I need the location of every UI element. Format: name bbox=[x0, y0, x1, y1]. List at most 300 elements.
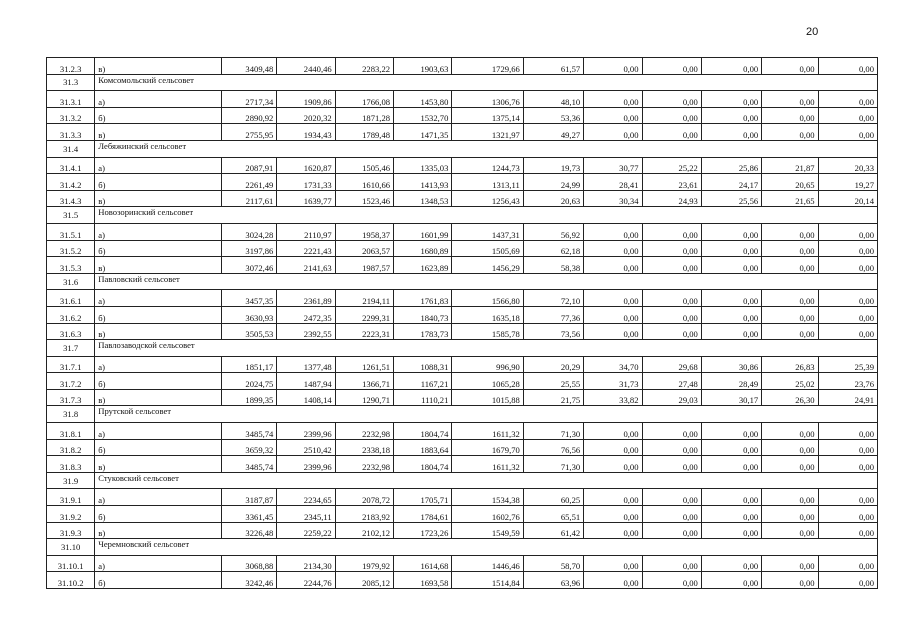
value-cell: 63,96 bbox=[523, 572, 583, 589]
value-cell: 0,00 bbox=[818, 489, 877, 506]
value-cell: 1958,37 bbox=[335, 223, 393, 240]
table-row bbox=[47, 58, 878, 75]
value-cell: 3072,46 bbox=[222, 257, 277, 274]
value-cell: 0,00 bbox=[762, 257, 818, 274]
section-row bbox=[47, 539, 878, 556]
value-cell: 2085,12 bbox=[335, 572, 393, 589]
value-cell: 0,00 bbox=[584, 306, 642, 323]
value-cell: 2063,57 bbox=[335, 240, 393, 257]
section-title: Павлозаводской сельсовет bbox=[95, 340, 878, 357]
table-row bbox=[47, 157, 878, 174]
value-cell: 0,00 bbox=[818, 124, 877, 141]
value-cell: 2399,96 bbox=[277, 456, 335, 473]
section-code: 31.4 bbox=[47, 140, 95, 157]
table-row bbox=[47, 124, 878, 141]
table-row bbox=[47, 489, 878, 506]
value-cell: 2117,61 bbox=[222, 190, 277, 207]
value-cell: 58,70 bbox=[523, 555, 583, 572]
value-cell: 1566,80 bbox=[452, 290, 523, 307]
value-cell: 23,76 bbox=[818, 373, 877, 390]
row-code: 31.4.1 bbox=[47, 157, 95, 174]
value-cell: 62,18 bbox=[523, 240, 583, 257]
value-cell: 1804,74 bbox=[394, 456, 452, 473]
value-cell: 2223,31 bbox=[335, 323, 393, 340]
value-cell: 3409,48 bbox=[222, 58, 277, 75]
value-cell: 0,00 bbox=[642, 257, 701, 274]
table-row bbox=[47, 240, 878, 257]
value-cell: 3197,86 bbox=[222, 240, 277, 257]
value-cell: 0,00 bbox=[818, 456, 877, 473]
section-code: 31.3 bbox=[47, 74, 95, 91]
value-cell: 2183,92 bbox=[335, 506, 393, 523]
value-cell: 0,00 bbox=[584, 439, 642, 456]
value-cell: 0,00 bbox=[584, 240, 642, 257]
table-row bbox=[47, 323, 878, 340]
value-cell: 0,00 bbox=[818, 323, 877, 340]
value-cell: 24,17 bbox=[701, 174, 761, 191]
value-cell: 20,14 bbox=[818, 190, 877, 207]
row-code: 31.10.1 bbox=[47, 555, 95, 572]
value-cell: 0,00 bbox=[584, 555, 642, 572]
value-cell: 1348,53 bbox=[394, 190, 452, 207]
section-title: Лебяжинский сельсовет bbox=[95, 140, 878, 157]
value-cell: 1471,35 bbox=[394, 124, 452, 141]
value-cell: 2078,72 bbox=[335, 489, 393, 506]
row-variant: а) bbox=[95, 157, 222, 174]
value-cell: 0,00 bbox=[642, 58, 701, 75]
value-cell: 3485,74 bbox=[222, 456, 277, 473]
value-cell: 2299,31 bbox=[335, 306, 393, 323]
value-cell: 1514,84 bbox=[452, 572, 523, 589]
value-cell: 24,99 bbox=[523, 174, 583, 191]
value-cell: 2141,63 bbox=[277, 257, 335, 274]
value-cell: 0,00 bbox=[701, 323, 761, 340]
value-cell: 0,00 bbox=[762, 58, 818, 75]
value-cell: 1456,29 bbox=[452, 257, 523, 274]
value-cell: 1784,61 bbox=[394, 506, 452, 523]
value-cell: 25,39 bbox=[818, 356, 877, 373]
value-cell: 1244,73 bbox=[452, 157, 523, 174]
value-cell: 0,00 bbox=[701, 489, 761, 506]
value-cell: 30,17 bbox=[701, 389, 761, 406]
row-variant: а) bbox=[95, 290, 222, 307]
value-cell: 1167,21 bbox=[394, 373, 452, 390]
value-cell: 0,00 bbox=[701, 223, 761, 240]
value-cell: 2717,34 bbox=[222, 91, 277, 108]
row-variant: б) bbox=[95, 373, 222, 390]
value-cell: 0,00 bbox=[642, 91, 701, 108]
row-variant: в) bbox=[95, 58, 222, 75]
row-variant: б) bbox=[95, 174, 222, 191]
row-code: 31.8.2 bbox=[47, 439, 95, 456]
value-cell: 0,00 bbox=[762, 91, 818, 108]
table-row bbox=[47, 522, 878, 539]
value-cell: 3024,28 bbox=[222, 223, 277, 240]
row-variant: в) bbox=[95, 124, 222, 141]
row-variant: б) bbox=[95, 572, 222, 589]
value-cell: 0,00 bbox=[701, 306, 761, 323]
value-cell: 0,00 bbox=[701, 91, 761, 108]
value-cell: 1532,70 bbox=[394, 107, 452, 124]
value-cell: 0,00 bbox=[642, 439, 701, 456]
value-cell: 0,00 bbox=[701, 107, 761, 124]
value-cell: 72,10 bbox=[523, 290, 583, 307]
value-cell: 1523,46 bbox=[335, 190, 393, 207]
value-cell: 0,00 bbox=[818, 423, 877, 440]
value-cell: 1602,76 bbox=[452, 506, 523, 523]
value-cell: 1413,93 bbox=[394, 174, 452, 191]
value-cell: 0,00 bbox=[642, 240, 701, 257]
value-cell: 1731,33 bbox=[277, 174, 335, 191]
value-cell: 0,00 bbox=[762, 506, 818, 523]
row-code: 31.2.3 bbox=[47, 58, 95, 75]
value-cell: 1987,57 bbox=[335, 257, 393, 274]
value-cell: 0,00 bbox=[584, 223, 642, 240]
row-code: 31.3.2 bbox=[47, 107, 95, 124]
value-cell: 3630,93 bbox=[222, 306, 277, 323]
value-cell: 0,00 bbox=[762, 572, 818, 589]
value-cell: 21,75 bbox=[523, 389, 583, 406]
value-cell: 2110,97 bbox=[277, 223, 335, 240]
value-cell: 61,42 bbox=[523, 522, 583, 539]
row-code: 31.3.1 bbox=[47, 91, 95, 108]
value-cell: 0,00 bbox=[642, 522, 701, 539]
value-cell: 1321,97 bbox=[452, 124, 523, 141]
section-row bbox=[47, 472, 878, 489]
value-cell: 24,91 bbox=[818, 389, 877, 406]
row-code: 31.3.3 bbox=[47, 124, 95, 141]
value-cell: 30,77 bbox=[584, 157, 642, 174]
value-cell: 2345,11 bbox=[277, 506, 335, 523]
value-cell: 1883,64 bbox=[394, 439, 452, 456]
value-cell: 3485,74 bbox=[222, 423, 277, 440]
value-cell: 1620,87 bbox=[277, 157, 335, 174]
value-cell: 0,00 bbox=[818, 522, 877, 539]
value-cell: 25,02 bbox=[762, 373, 818, 390]
value-cell: 0,00 bbox=[762, 456, 818, 473]
value-cell: 2283,22 bbox=[335, 58, 393, 75]
row-code: 31.5.1 bbox=[47, 223, 95, 240]
value-cell: 0,00 bbox=[762, 423, 818, 440]
value-cell: 1015,88 bbox=[452, 389, 523, 406]
table-row bbox=[47, 456, 878, 473]
value-cell: 0,00 bbox=[584, 290, 642, 307]
value-cell: 2087,91 bbox=[222, 157, 277, 174]
section-title: Прутской сельсовет bbox=[95, 406, 878, 423]
value-cell: 0,00 bbox=[584, 107, 642, 124]
value-cell: 1611,32 bbox=[452, 456, 523, 473]
value-cell: 1623,89 bbox=[394, 257, 452, 274]
value-cell: 0,00 bbox=[762, 306, 818, 323]
table-row bbox=[47, 572, 878, 589]
value-cell: 0,00 bbox=[584, 489, 642, 506]
section-row bbox=[47, 406, 878, 423]
value-cell: 1611,32 bbox=[452, 423, 523, 440]
value-cell: 0,00 bbox=[818, 306, 877, 323]
value-cell: 1446,46 bbox=[452, 555, 523, 572]
table-row bbox=[47, 389, 878, 406]
value-cell: 3505,53 bbox=[222, 323, 277, 340]
value-cell: 1110,21 bbox=[394, 389, 452, 406]
table-row bbox=[47, 290, 878, 307]
value-cell: 1729,66 bbox=[452, 58, 523, 75]
value-cell: 0,00 bbox=[818, 290, 877, 307]
row-code: 31.7.2 bbox=[47, 373, 95, 390]
value-cell: 1366,71 bbox=[335, 373, 393, 390]
value-cell: 0,00 bbox=[818, 506, 877, 523]
value-cell: 0,00 bbox=[701, 124, 761, 141]
value-cell: 1549,59 bbox=[452, 522, 523, 539]
table-row bbox=[47, 555, 878, 572]
value-cell: 0,00 bbox=[642, 506, 701, 523]
value-cell: 21,87 bbox=[762, 157, 818, 174]
value-cell: 1693,58 bbox=[394, 572, 452, 589]
value-cell: 1453,80 bbox=[394, 91, 452, 108]
row-variant: в) bbox=[95, 257, 222, 274]
value-cell: 49,27 bbox=[523, 124, 583, 141]
value-cell: 2510,42 bbox=[277, 439, 335, 456]
value-cell: 2234,65 bbox=[277, 489, 335, 506]
value-cell: 0,00 bbox=[762, 323, 818, 340]
table-row bbox=[47, 423, 878, 440]
section-row bbox=[47, 340, 878, 357]
value-cell: 0,00 bbox=[584, 58, 642, 75]
value-cell: 3187,87 bbox=[222, 489, 277, 506]
value-cell: 0,00 bbox=[642, 456, 701, 473]
value-cell: 0,00 bbox=[642, 323, 701, 340]
value-cell: 26,30 bbox=[762, 389, 818, 406]
value-cell: 23,61 bbox=[642, 174, 701, 191]
section-code: 31.7 bbox=[47, 340, 95, 357]
row-variant: в) bbox=[95, 190, 222, 207]
value-cell: 0,00 bbox=[818, 439, 877, 456]
value-cell: 1377,48 bbox=[277, 356, 335, 373]
value-cell: 3659,32 bbox=[222, 439, 277, 456]
value-cell: 0,00 bbox=[818, 572, 877, 589]
tariff-table bbox=[46, 57, 878, 589]
value-cell: 20,33 bbox=[818, 157, 877, 174]
value-cell: 33,82 bbox=[584, 389, 642, 406]
value-cell: 0,00 bbox=[642, 223, 701, 240]
value-cell: 0,00 bbox=[701, 423, 761, 440]
value-cell: 0,00 bbox=[762, 555, 818, 572]
value-cell: 0,00 bbox=[642, 290, 701, 307]
value-cell: 0,00 bbox=[762, 522, 818, 539]
row-code: 31.5.3 bbox=[47, 257, 95, 274]
value-cell: 0,00 bbox=[584, 91, 642, 108]
value-cell: 0,00 bbox=[762, 223, 818, 240]
section-row bbox=[47, 207, 878, 224]
value-cell: 0,00 bbox=[762, 439, 818, 456]
value-cell: 3226,48 bbox=[222, 522, 277, 539]
section-code: 31.5 bbox=[47, 207, 95, 224]
section-title: Комсомольский сельсовет bbox=[95, 74, 878, 91]
value-cell: 1614,68 bbox=[394, 555, 452, 572]
value-cell: 20,63 bbox=[523, 190, 583, 207]
value-cell: 1903,63 bbox=[394, 58, 452, 75]
table-row bbox=[47, 439, 878, 456]
row-code: 31.6.3 bbox=[47, 323, 95, 340]
value-cell: 2259,22 bbox=[277, 522, 335, 539]
value-cell: 24,93 bbox=[642, 190, 701, 207]
value-cell: 1261,51 bbox=[335, 356, 393, 373]
value-cell: 31,73 bbox=[584, 373, 642, 390]
value-cell: 0,00 bbox=[701, 439, 761, 456]
value-cell: 1635,18 bbox=[452, 306, 523, 323]
value-cell: 71,30 bbox=[523, 456, 583, 473]
value-cell: 28,49 bbox=[701, 373, 761, 390]
value-cell: 3068,88 bbox=[222, 555, 277, 572]
table-row bbox=[47, 506, 878, 523]
row-code: 31.8.3 bbox=[47, 456, 95, 473]
value-cell: 1871,28 bbox=[335, 107, 393, 124]
value-cell: 77,36 bbox=[523, 306, 583, 323]
section-code: 31.8 bbox=[47, 406, 95, 423]
value-cell: 2399,96 bbox=[277, 423, 335, 440]
value-cell: 1408,14 bbox=[277, 389, 335, 406]
value-cell: 58,38 bbox=[523, 257, 583, 274]
value-cell: 56,92 bbox=[523, 223, 583, 240]
value-cell: 0,00 bbox=[701, 506, 761, 523]
value-cell: 1601,99 bbox=[394, 223, 452, 240]
row-code: 31.9.2 bbox=[47, 506, 95, 523]
value-cell: 1789,48 bbox=[335, 124, 393, 141]
value-cell: 2361,89 bbox=[277, 290, 335, 307]
value-cell: 2261,49 bbox=[222, 174, 277, 191]
table-body bbox=[47, 58, 878, 589]
value-cell: 19,27 bbox=[818, 174, 877, 191]
value-cell: 1761,83 bbox=[394, 290, 452, 307]
table-row bbox=[47, 306, 878, 323]
table-row bbox=[47, 356, 878, 373]
value-cell: 2472,35 bbox=[277, 306, 335, 323]
value-cell: 19,73 bbox=[523, 157, 583, 174]
value-cell: 20,29 bbox=[523, 356, 583, 373]
row-code: 31.4.3 bbox=[47, 190, 95, 207]
value-cell: 0,00 bbox=[642, 306, 701, 323]
value-cell: 34,70 bbox=[584, 356, 642, 373]
value-cell: 73,56 bbox=[523, 323, 583, 340]
row-code: 31.5.2 bbox=[47, 240, 95, 257]
row-variant: б) bbox=[95, 107, 222, 124]
row-variant: б) bbox=[95, 240, 222, 257]
value-cell: 0,00 bbox=[642, 572, 701, 589]
value-cell: 0,00 bbox=[701, 456, 761, 473]
table-row bbox=[47, 190, 878, 207]
value-cell: 1505,46 bbox=[335, 157, 393, 174]
table-row bbox=[47, 257, 878, 274]
value-cell: 2020,32 bbox=[277, 107, 335, 124]
value-cell: 2194,11 bbox=[335, 290, 393, 307]
value-cell: 0,00 bbox=[584, 456, 642, 473]
value-cell: 2244,76 bbox=[277, 572, 335, 589]
value-cell: 996,90 bbox=[452, 356, 523, 373]
value-cell: 0,00 bbox=[584, 522, 642, 539]
value-cell: 0,00 bbox=[701, 555, 761, 572]
value-cell: 1487,94 bbox=[277, 373, 335, 390]
row-code: 31.4.2 bbox=[47, 174, 95, 191]
value-cell: 26,83 bbox=[762, 356, 818, 373]
row-variant: а) bbox=[95, 91, 222, 108]
value-cell: 0,00 bbox=[818, 223, 877, 240]
value-cell: 0,00 bbox=[584, 572, 642, 589]
value-cell: 3457,35 bbox=[222, 290, 277, 307]
section-code: 31.9 bbox=[47, 472, 95, 489]
table-row bbox=[47, 107, 878, 124]
value-cell: 30,86 bbox=[701, 356, 761, 373]
value-cell: 0,00 bbox=[818, 58, 877, 75]
value-cell: 0,00 bbox=[818, 107, 877, 124]
value-cell: 25,55 bbox=[523, 373, 583, 390]
row-variant: в) bbox=[95, 522, 222, 539]
value-cell: 0,00 bbox=[701, 58, 761, 75]
value-cell: 2232,98 bbox=[335, 423, 393, 440]
value-cell: 76,56 bbox=[523, 439, 583, 456]
value-cell: 1840,73 bbox=[394, 306, 452, 323]
value-cell: 1534,38 bbox=[452, 489, 523, 506]
row-code: 31.9.3 bbox=[47, 522, 95, 539]
value-cell: 25,22 bbox=[642, 157, 701, 174]
value-cell: 25,56 bbox=[701, 190, 761, 207]
value-cell: 1290,71 bbox=[335, 389, 393, 406]
value-cell: 71,30 bbox=[523, 423, 583, 440]
value-cell: 0,00 bbox=[762, 107, 818, 124]
value-cell: 28,41 bbox=[584, 174, 642, 191]
value-cell: 1306,76 bbox=[452, 91, 523, 108]
section-row bbox=[47, 74, 878, 91]
value-cell: 0,00 bbox=[818, 257, 877, 274]
table-row bbox=[47, 373, 878, 390]
value-cell: 1934,43 bbox=[277, 124, 335, 141]
value-cell: 2232,98 bbox=[335, 456, 393, 473]
value-cell: 0,00 bbox=[642, 124, 701, 141]
value-cell: 0,00 bbox=[701, 257, 761, 274]
value-cell: 0,00 bbox=[762, 124, 818, 141]
value-cell: 0,00 bbox=[584, 257, 642, 274]
row-variant: а) bbox=[95, 423, 222, 440]
row-code: 31.9.1 bbox=[47, 489, 95, 506]
table-row bbox=[47, 223, 878, 240]
value-cell: 53,36 bbox=[523, 107, 583, 124]
value-cell: 48,10 bbox=[523, 91, 583, 108]
value-cell: 1723,26 bbox=[394, 522, 452, 539]
row-code: 31.8.1 bbox=[47, 423, 95, 440]
value-cell: 1437,31 bbox=[452, 223, 523, 240]
row-variant: б) bbox=[95, 439, 222, 456]
row-variant: б) bbox=[95, 506, 222, 523]
value-cell: 60,25 bbox=[523, 489, 583, 506]
value-cell: 1610,66 bbox=[335, 174, 393, 191]
value-cell: 0,00 bbox=[701, 290, 761, 307]
value-cell: 3242,46 bbox=[222, 572, 277, 589]
value-cell: 1909,86 bbox=[277, 91, 335, 108]
table-row bbox=[47, 174, 878, 191]
value-cell: 0,00 bbox=[701, 522, 761, 539]
page-number: 20 bbox=[806, 26, 819, 38]
row-variant: б) bbox=[95, 306, 222, 323]
section-title: Черемновский сельсовет bbox=[95, 539, 878, 556]
section-title: Новозоринский сельсовет bbox=[95, 207, 878, 224]
row-variant: а) bbox=[95, 489, 222, 506]
value-cell: 2338,18 bbox=[335, 439, 393, 456]
value-cell: 1979,92 bbox=[335, 555, 393, 572]
value-cell: 1585,78 bbox=[452, 323, 523, 340]
value-cell: 1256,43 bbox=[452, 190, 523, 207]
value-cell: 1679,70 bbox=[452, 439, 523, 456]
section-title: Стуковский сельсовет bbox=[95, 472, 878, 489]
row-code: 31.6.1 bbox=[47, 290, 95, 307]
row-variant: в) bbox=[95, 456, 222, 473]
